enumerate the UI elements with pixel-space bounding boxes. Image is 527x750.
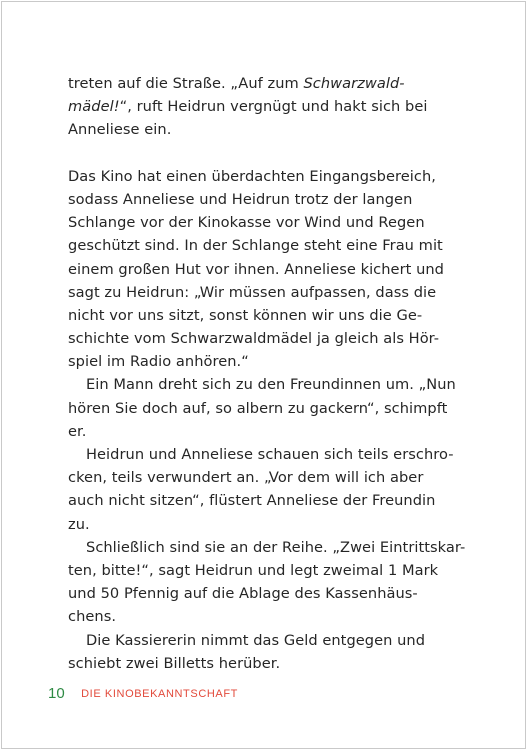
page-footer — [48, 685, 238, 703]
text-line: auch nicht sitzen“, flüstert Anneliese der Freundin — [68, 492, 436, 510]
text-line: ten, bitte!“, sagt Heidrun und legt zweimal 1 Mark — [68, 561, 439, 579]
text-line: geschützt sind. In der Schlange steht eine Frau mit — [68, 237, 443, 255]
text-line: einem großen Hut vor ihnen. Anneliese kichert und — [68, 260, 444, 278]
text-line: er. — [68, 422, 87, 440]
book-page — [1, 1, 526, 749]
text-line: treten auf die Straße. „Auf zum Schwarzwald- — [68, 75, 405, 92]
running-head: DIE KINOBEKANNTSCHAFT — [81, 688, 238, 700]
text-line: cken, teils verwundert an. „Vor dem will ich aber — [68, 469, 424, 487]
text-line: spiel im Radio anhören.“ — [68, 353, 249, 371]
text-line: Die Kassiererin nimmt das Geld entgegen und — [86, 631, 426, 649]
text-line: Schließlich sind sie an der Reihe. „Zwei Eintrittskar- — [86, 538, 466, 556]
text-line: zu. — [68, 515, 90, 533]
emphasis: mädel! — [68, 98, 120, 116]
text-line: Heidrun und Anneliese schauen sich teils erschro- — [86, 446, 454, 463]
text-line: Anneliese ein. — [68, 121, 172, 139]
text-line: Das Kino hat einen überdachten Eingangsbereich, — [68, 167, 436, 185]
text-line: hören Sie doch auf, so albern zu gackern“, schimpft — [68, 399, 448, 417]
text-line: nicht vor uns sitzt, sonst können wir uns die Ge- — [68, 306, 423, 324]
text-line: schiebt zwei Billetts herüber. — [68, 654, 281, 672]
text-line: chens. — [68, 608, 117, 626]
text-line: schichte vom Schwarzwaldmädel ja gleich als Hör- — [68, 330, 440, 348]
text-line: Ein Mann dreht sich zu den Freundinnen um. „Nun — [86, 376, 456, 394]
text-line: Schlange vor der Kinokasse vor Wind und Regen — [68, 214, 425, 232]
page-number: 10 — [48, 685, 65, 702]
body-text — [68, 72, 466, 675]
text-line: und 50 Pfennig auf die Ablage des Kassenhäus- — [68, 585, 418, 603]
emphasis: Schwarzwald- — [303, 75, 405, 92]
text-line: sodass Anneliese und Heidrun trotz der langen — [68, 190, 413, 208]
paragraph-gap — [68, 142, 452, 165]
text-line: sagt zu Heidrun: „Wir müssen aufpassen, dass die — [68, 283, 437, 301]
text-line: mädel!“, ruft Heidrun vergnügt und hakt sich bei — [68, 98, 428, 116]
